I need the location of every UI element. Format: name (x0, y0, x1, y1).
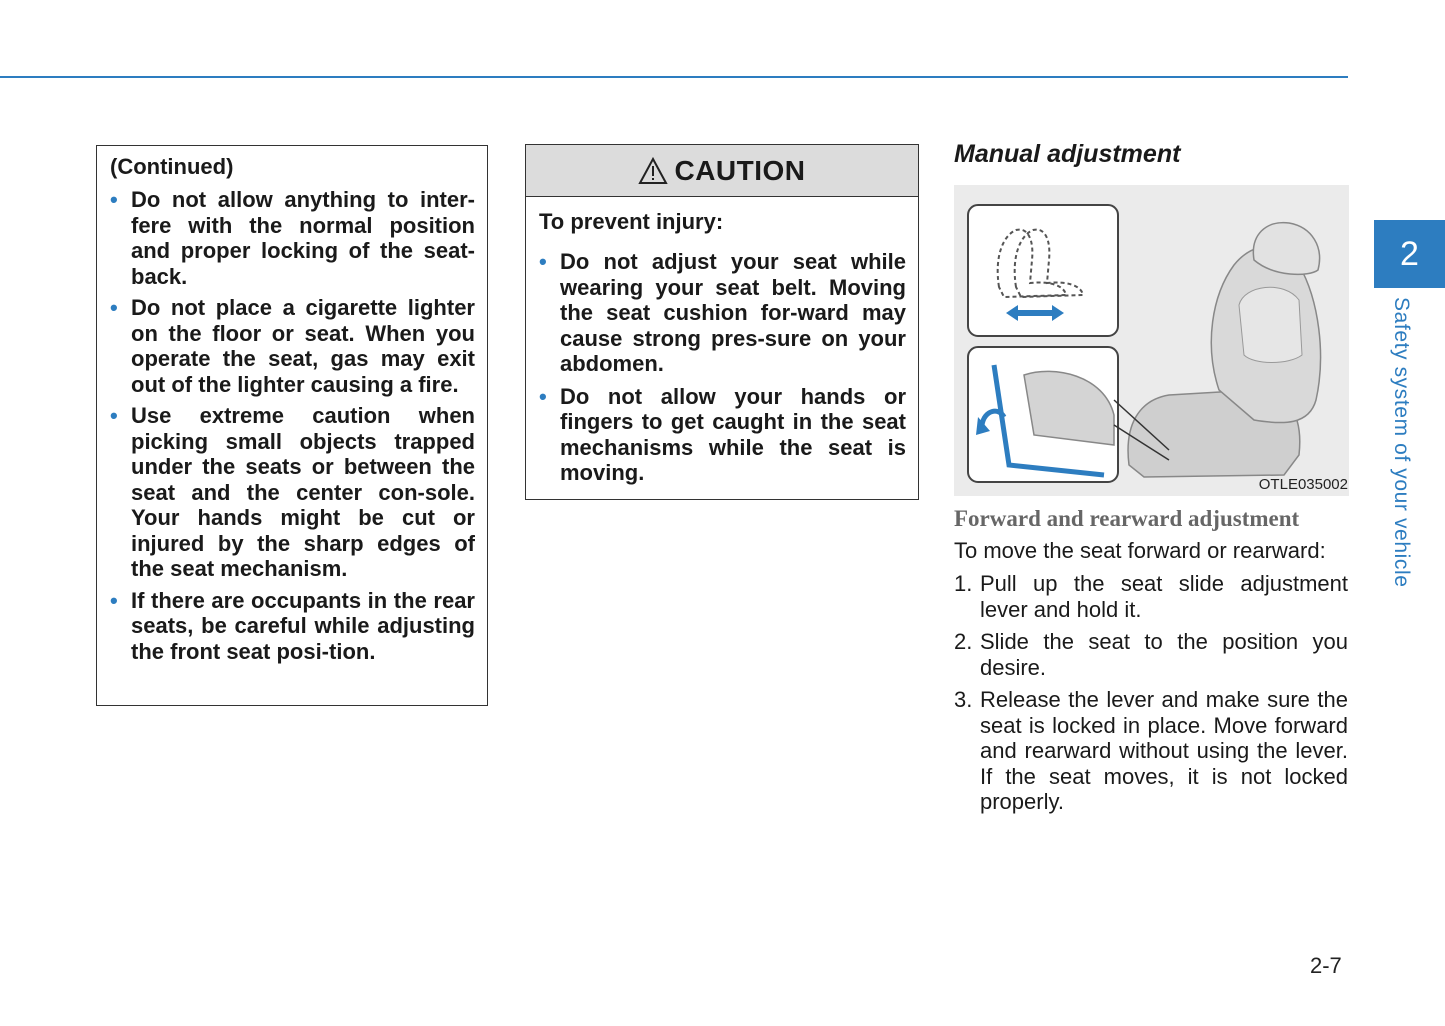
steps-list (954, 571, 1348, 822)
bullet-icon: • (539, 249, 547, 274)
intro-text: To move the seat forward or rearward: (954, 538, 1326, 563)
list-item: 2. Slide the seat to the position you desire. (954, 629, 1348, 680)
seat-illustration (954, 185, 1349, 496)
list-item: • Do not place a cigarette lighter on the floor or seat. When you operate the seat, gas may exit out of the lighter causing a fire. (110, 295, 475, 397)
caution-lead: To prevent injury: (539, 209, 724, 234)
subheading: Forward and rearward adjustment (954, 506, 1300, 531)
list-item: • Use extreme caution when picking small objects trapped under the seats or between the seat and the center con-sole. Your hands might be cut or injured by the sharp edges of the seat mechanism. (110, 403, 475, 581)
list-item: 3. Release the lever and make sure the seat is locked in place. Move forward and rearward without using the lever. If the seat moves, it is not locked properly. (954, 687, 1348, 814)
list-item: 1. Pull up the seat slide adjustment lever and hold it. (954, 571, 1348, 622)
slide-inset (968, 205, 1118, 336)
caution-list (539, 249, 906, 486)
warning-list (110, 187, 475, 664)
chapter-tab: 2 (1374, 220, 1445, 288)
figure-code: OTLE035002 (1258, 476, 1348, 493)
warning-triangle-icon (638, 157, 668, 185)
list-item: • Do not adjust your seat while wearing your seat belt. Moving the seat cushion for-ward may cause strong pres-sure on your abdomen. (539, 249, 906, 376)
list-item: • Do not allow anything to inter-fere with the normal position and proper locking of the seat-back. (110, 187, 475, 289)
chapter-title: Safety system of your vehicle (1390, 297, 1413, 588)
caution-header (526, 145, 918, 197)
section-title: Manual adjustment (954, 140, 1181, 168)
bullet-icon: • (539, 383, 547, 409)
list-item: • Do not allow your hands or fingers to get caught in the seat mechanisms while the seat is moving. (539, 383, 906, 485)
bullet-icon: • (110, 295, 118, 320)
caution-title: CAUTION (674, 154, 806, 186)
page-number: 2-7 (1310, 953, 1342, 978)
warning-box-continued (96, 145, 488, 706)
caution-box (525, 144, 919, 500)
continued-label: (Continued) (110, 154, 234, 179)
seat-drawing (954, 185, 1349, 496)
caution-body (526, 197, 918, 486)
bullet-icon: • (110, 187, 118, 212)
bullet-icon: • (110, 587, 118, 613)
list-item: • If there are occupants in the rear seats, be careful while adjusting the front seat posi-tion. (110, 587, 475, 664)
header-rule (0, 76, 1348, 78)
bullet-icon: • (110, 403, 118, 428)
